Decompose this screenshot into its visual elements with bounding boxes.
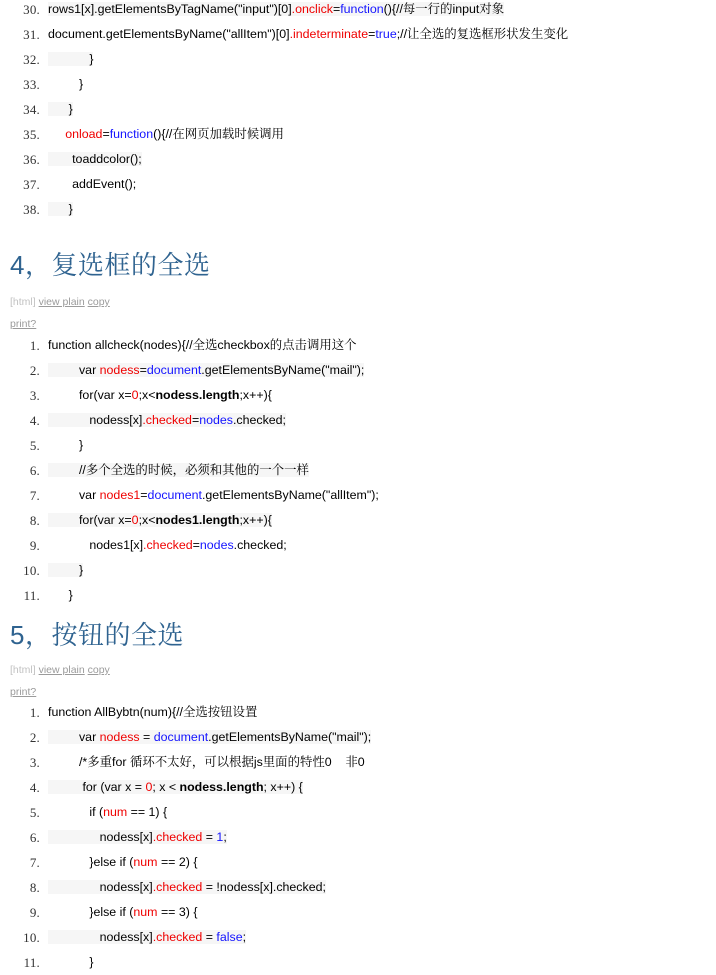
- code-token: if (: [48, 805, 104, 819]
- code-token: =: [139, 730, 154, 744]
- code-token: ; x++) {: [263, 780, 303, 794]
- code-token: nodes: [199, 413, 233, 427]
- code-line: [0, 483, 716, 508]
- code-token: ;: [242, 930, 247, 944]
- language-tag: [html]: [10, 664, 36, 676]
- code-token: =: [140, 488, 148, 502]
- code-line-text[interactable]: [48, 900, 716, 925]
- code-token: = !nodess[x].checked;: [202, 880, 326, 894]
- code-token: == 1) {: [127, 805, 168, 819]
- code-line-run: [48, 388, 272, 402]
- code-line-text[interactable]: [48, 408, 716, 433]
- code-line: [0, 800, 716, 825]
- code-token: == 3) {: [157, 905, 198, 919]
- section-heading-5: 5，按钮的全选: [10, 620, 184, 650]
- code-line-text[interactable]: [48, 358, 716, 383]
- print-link[interactable]: print?: [10, 318, 37, 330]
- code-token: /*多重for 循环不太好，可以根据js里面的特性0 非0: [48, 755, 365, 769]
- code-line: [0, 172, 716, 197]
- code-line: [0, 508, 716, 533]
- code-token: 1: [216, 830, 224, 844]
- code-token: document: [147, 488, 202, 502]
- copy-link[interactable]: copy: [87, 664, 110, 676]
- code-line-run: [48, 363, 364, 377]
- code-token: .checked: [152, 880, 203, 894]
- code-token: nodess: [99, 363, 140, 377]
- code-token: [48, 127, 65, 141]
- line-number: 8.: [29, 880, 40, 895]
- code-line: [0, 750, 716, 775]
- code-line-run: [48, 2, 504, 16]
- code-lines-4: [0, 333, 716, 608]
- code-token: == 2) {: [157, 855, 198, 869]
- code-line-run: [48, 880, 326, 894]
- line-number: 5.: [29, 805, 40, 820]
- code-line-run: [48, 513, 272, 527]
- code-token: for (var x =: [48, 780, 146, 794]
- code-line-text[interactable]: [48, 0, 716, 22]
- code-line-run: [48, 413, 286, 427]
- code-line: [0, 700, 716, 725]
- line-number: 34.: [23, 102, 40, 117]
- code-token: num: [103, 805, 128, 819]
- code-line-run: [48, 27, 568, 41]
- code-token: rows1[x].getElementsByTagName("input")[0]: [48, 2, 292, 16]
- code-token: .onclick: [291, 2, 333, 16]
- code-token: nodes1: [99, 488, 141, 502]
- code-line: [0, 875, 716, 900]
- code-line: [0, 458, 716, 483]
- line-number: 31.: [23, 27, 40, 42]
- line-number: 6.: [29, 830, 40, 845]
- code-token: var: [48, 730, 100, 744]
- code-token: ;//让全选的复选框形状发生变化: [396, 27, 569, 41]
- code-line-text[interactable]: [48, 122, 716, 147]
- code-block-section-5: [0, 700, 716, 975]
- code-line-text[interactable]: [48, 925, 716, 950]
- code-token: .getElementsByName("mail");: [201, 363, 365, 377]
- code-line: [0, 583, 716, 608]
- line-number: 1.: [29, 705, 40, 720]
- line-number: 10.: [23, 930, 40, 945]
- code-token: nodess.length: [155, 388, 240, 402]
- code-line-run: [48, 52, 93, 66]
- code-token: }: [48, 955, 94, 969]
- code-token: onload: [65, 127, 103, 141]
- code-token: =: [139, 363, 147, 377]
- code-token: for(var x=: [48, 513, 132, 527]
- code-line-text[interactable]: [48, 47, 716, 72]
- code-line-text[interactable]: [48, 558, 716, 583]
- code-token: nodes1[x]: [48, 538, 144, 552]
- code-line: [0, 197, 716, 222]
- code-line-run: [48, 177, 136, 191]
- code-token: }: [48, 438, 84, 452]
- code-line-run: [48, 77, 83, 91]
- code-line-run: [48, 152, 142, 166]
- code-line-run: [48, 127, 284, 141]
- code-line: [0, 925, 716, 950]
- code-line: [0, 408, 716, 433]
- code-line-run: [48, 830, 227, 844]
- line-number: 3.: [29, 388, 40, 403]
- line-number: 8.: [29, 513, 40, 528]
- code-token: ;x<: [138, 513, 156, 527]
- code-token: //多个全选的时候，必须和其他的一个一样: [48, 463, 309, 477]
- code-line-text[interactable]: [48, 825, 716, 850]
- code-token: ;x++){: [239, 388, 272, 402]
- code-token: .checked: [152, 830, 203, 844]
- code-token: }: [48, 202, 73, 216]
- code-line-run: [48, 488, 379, 502]
- code-token: }: [48, 77, 84, 91]
- code-token: .checked;: [232, 413, 287, 427]
- line-number: 11.: [23, 588, 40, 603]
- code-line: [0, 558, 716, 583]
- code-token: num: [133, 905, 158, 919]
- code-token: true: [375, 27, 397, 41]
- code-token: }: [48, 588, 73, 602]
- code-token: .checked: [143, 538, 193, 552]
- line-number: 7.: [29, 855, 40, 870]
- code-line-text[interactable]: [48, 508, 716, 533]
- code-token: function AllBybtn(num){//全选按钮设置: [48, 705, 258, 719]
- line-number: 9.: [29, 905, 40, 920]
- code-line-text[interactable]: [48, 533, 716, 558]
- code-line: [0, 22, 716, 47]
- code-token: }else if (: [48, 905, 134, 919]
- code-line-text[interactable]: [48, 147, 716, 172]
- code-line: [0, 850, 716, 875]
- code-token: (){//在网页加载时候调用: [153, 127, 284, 141]
- line-number: 35.: [23, 127, 40, 142]
- code-line: [0, 97, 716, 122]
- code-token: =: [102, 127, 110, 141]
- line-number: 32.: [23, 52, 40, 67]
- line-number: 9.: [29, 538, 40, 553]
- line-number: 11.: [23, 955, 40, 970]
- code-line-run: [48, 588, 73, 602]
- code-token: =: [368, 27, 376, 41]
- code-toolbar-5: [10, 662, 110, 701]
- code-token: ;x<: [138, 388, 156, 402]
- line-number: 10.: [23, 563, 40, 578]
- code-line: [0, 775, 716, 800]
- code-line: [0, 825, 716, 850]
- code-line-run: [48, 855, 197, 869]
- code-line-text[interactable]: [48, 950, 716, 975]
- code-token: (){//每一行的input对象: [383, 2, 505, 16]
- code-token: =: [192, 538, 200, 552]
- code-line-run: [48, 202, 73, 216]
- line-number: 33.: [23, 77, 40, 92]
- code-line: [0, 0, 716, 22]
- code-line: [0, 383, 716, 408]
- code-token: nodess[x]: [48, 413, 143, 427]
- code-token: 0: [145, 780, 153, 794]
- code-token: 0: [131, 513, 139, 527]
- code-token: nodess: [99, 730, 140, 744]
- code-token: nodess[x]: [48, 830, 153, 844]
- code-token: nodes1.length: [155, 513, 240, 527]
- code-line-text[interactable]: [48, 383, 716, 408]
- code-line-text[interactable]: [48, 97, 716, 122]
- code-line-run: [48, 102, 73, 116]
- line-number: 1.: [29, 338, 40, 353]
- code-line-run: [48, 730, 371, 744]
- code-token: var: [48, 363, 100, 377]
- code-token: =: [191, 413, 200, 427]
- code-line-run: [48, 780, 303, 794]
- code-line-text[interactable]: [48, 750, 716, 775]
- code-token: toaddcolor();: [48, 152, 142, 166]
- line-number: 2.: [29, 730, 40, 745]
- code-token: document: [153, 730, 209, 744]
- code-line-run: [48, 755, 365, 769]
- line-number: 4.: [29, 780, 40, 795]
- line-number: 5.: [29, 438, 40, 453]
- code-line-text[interactable]: [48, 172, 716, 197]
- code-token: }else if (: [48, 855, 134, 869]
- code-token: .checked: [142, 413, 192, 427]
- code-line: [0, 147, 716, 172]
- code-line: [0, 533, 716, 558]
- code-token: num: [133, 855, 158, 869]
- code-token: nodes: [199, 538, 234, 552]
- code-line-text[interactable]: [48, 333, 716, 358]
- code-token: ;x++){: [239, 513, 272, 527]
- code-token: =: [332, 2, 341, 16]
- code-line-text[interactable]: [48, 875, 716, 900]
- code-token: .checked;: [233, 538, 287, 552]
- code-line-run: [48, 805, 167, 819]
- code-token: .getElementsByName("mail");: [208, 730, 372, 744]
- code-token: var: [48, 488, 100, 502]
- code-line-text[interactable]: [48, 850, 716, 875]
- code-line: [0, 900, 716, 925]
- code-line-run: [48, 563, 83, 577]
- code-line-text[interactable]: [48, 800, 716, 825]
- code-line-text[interactable]: [48, 433, 716, 458]
- code-line: [0, 72, 716, 97]
- code-line-text[interactable]: [48, 22, 716, 47]
- code-line-run: [48, 955, 93, 969]
- code-block-top: [0, 0, 716, 222]
- code-token: function allcheck(nodes){//全选checkbox的点击调用这个: [48, 338, 357, 352]
- line-number: 4.: [29, 413, 40, 428]
- code-token: .checked: [152, 930, 203, 944]
- code-line-run: [48, 338, 357, 352]
- code-line-text[interactable]: [48, 197, 716, 222]
- code-line-run: [48, 538, 287, 552]
- code-token: }: [48, 52, 94, 66]
- code-line: [0, 433, 716, 458]
- code-token: ;: [223, 830, 227, 844]
- code-token: 0: [131, 388, 139, 402]
- code-line-text[interactable]: [48, 72, 716, 97]
- language-tag: [html]: [10, 296, 36, 308]
- code-token: }: [48, 563, 84, 577]
- code-token: .getElementsByName("allItem");: [201, 488, 379, 502]
- copy-link[interactable]: copy: [87, 296, 110, 308]
- print-link[interactable]: print?: [10, 686, 37, 698]
- line-number: 3.: [29, 755, 40, 770]
- code-line-run: [48, 463, 309, 477]
- code-line: [0, 358, 716, 383]
- line-number: 6.: [29, 463, 40, 478]
- line-number: 37.: [23, 177, 40, 192]
- code-line: [0, 47, 716, 72]
- line-number: 36.: [23, 152, 40, 167]
- code-block-section-4: [0, 333, 716, 608]
- line-number: 38.: [23, 202, 40, 217]
- code-line-text[interactable]: [48, 483, 716, 508]
- code-token: function: [340, 2, 384, 16]
- code-token: .indeterminate: [289, 27, 369, 41]
- code-token: nodess[x]: [48, 880, 153, 894]
- code-lines-5: [0, 700, 716, 975]
- code-token: }: [48, 102, 73, 116]
- view-plain-link[interactable]: view plain: [38, 296, 85, 308]
- code-line-run: [48, 905, 197, 919]
- code-token: document: [146, 363, 202, 377]
- line-number: 2.: [29, 363, 40, 378]
- code-line-run: [48, 705, 257, 719]
- code-token: =: [202, 930, 217, 944]
- code-line: [0, 333, 716, 358]
- code-toolbar-4: [10, 294, 110, 333]
- code-line-text[interactable]: [48, 583, 716, 608]
- code-token: document.getElementsByName("allItem")[0]: [48, 27, 290, 41]
- section-heading-4: 4，复选框的全选: [10, 250, 211, 280]
- code-line: [0, 122, 716, 147]
- code-lines-top: [0, 0, 716, 222]
- code-token: false: [216, 930, 243, 944]
- code-token: for(var x=: [48, 388, 132, 402]
- code-line-run: [48, 438, 83, 452]
- view-plain-link[interactable]: view plain: [38, 664, 85, 676]
- code-token: function: [109, 127, 154, 141]
- code-line-text[interactable]: [48, 725, 716, 750]
- code-line: [0, 950, 716, 975]
- code-token: nodess.length: [179, 780, 264, 794]
- code-token: =: [202, 830, 217, 844]
- code-line-text[interactable]: [48, 700, 716, 725]
- code-token: nodess[x]: [48, 930, 153, 944]
- code-line-text[interactable]: [48, 775, 716, 800]
- code-line: [0, 725, 716, 750]
- line-number: 7.: [29, 488, 40, 503]
- code-line-text[interactable]: [48, 458, 716, 483]
- line-number: 30.: [23, 2, 40, 17]
- code-line-run: [48, 930, 246, 944]
- code-token: ; x <: [152, 780, 180, 794]
- code-token: addEvent();: [48, 177, 137, 191]
